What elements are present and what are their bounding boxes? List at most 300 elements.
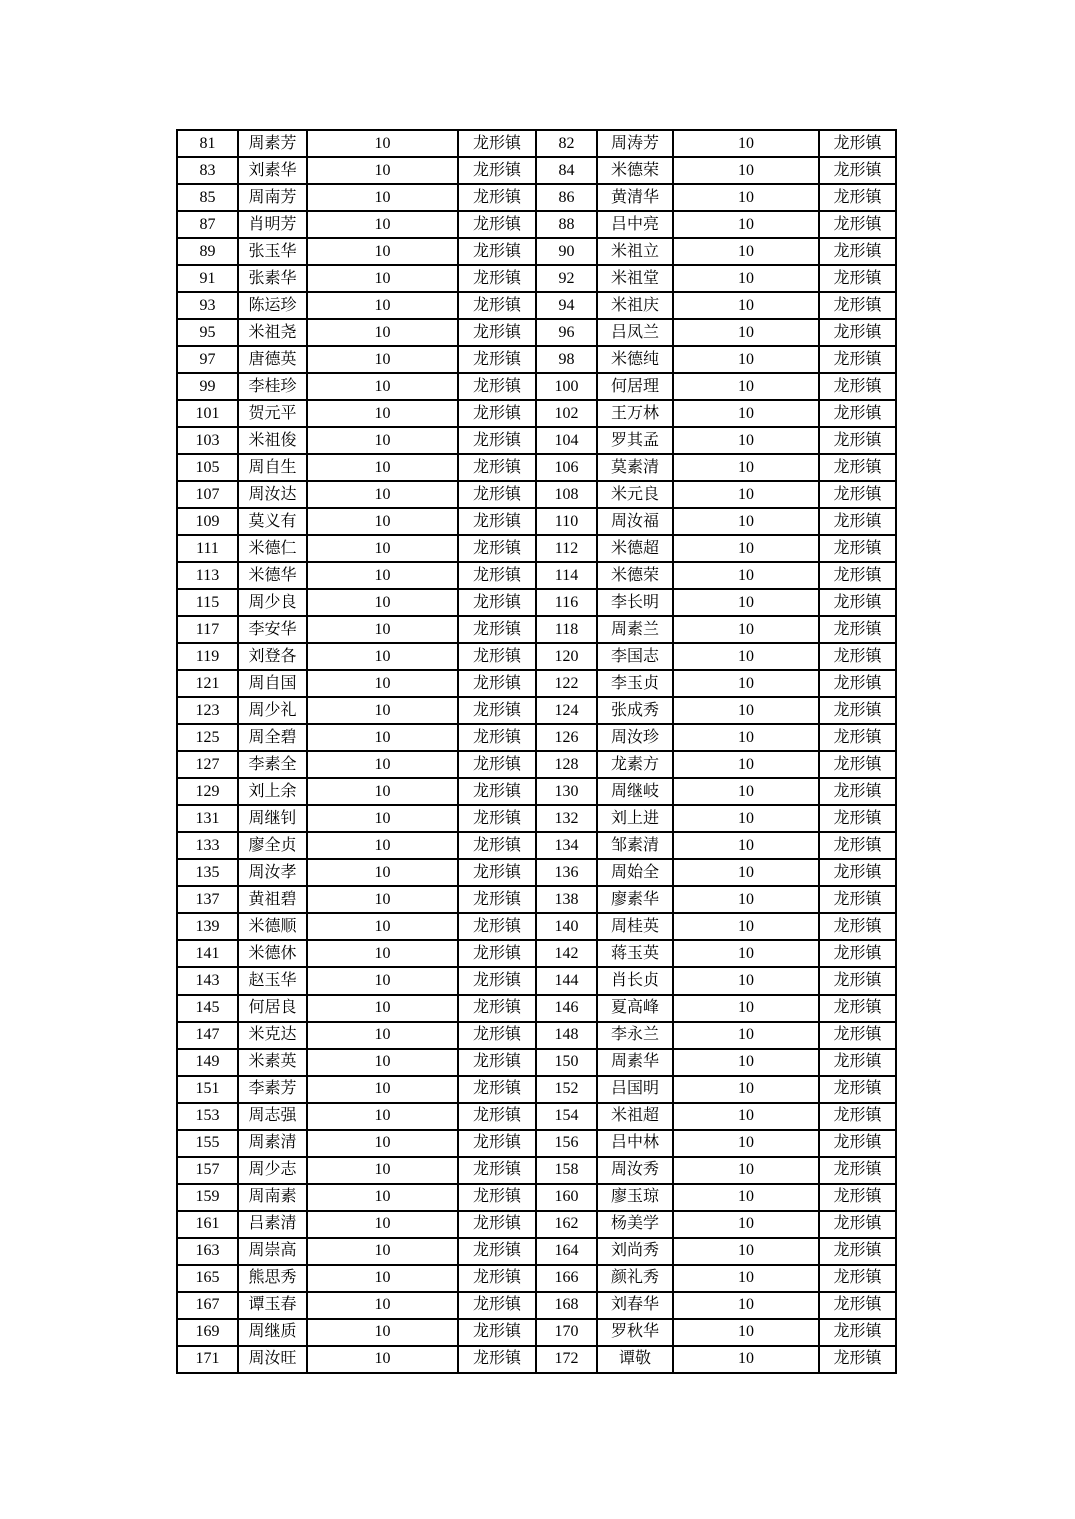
name-cell: 周继岐 xyxy=(597,778,673,805)
town-cell: 龙形镇 xyxy=(458,238,536,265)
table-row xyxy=(177,319,896,346)
table-row xyxy=(177,832,896,859)
name-cell: 刘素华 xyxy=(238,157,307,184)
count-cell: 10 xyxy=(307,1184,458,1211)
name-cell: 贺元平 xyxy=(238,400,307,427)
name-cell: 黄祖碧 xyxy=(238,886,307,913)
index-cell: 163 xyxy=(177,1238,238,1265)
index-cell: 158 xyxy=(536,1157,597,1184)
count-cell: 10 xyxy=(307,995,458,1022)
name-cell: 张玉华 xyxy=(238,238,307,265)
town-cell: 龙形镇 xyxy=(819,1157,896,1184)
index-cell: 124 xyxy=(536,697,597,724)
name-cell: 李安华 xyxy=(238,616,307,643)
count-cell: 10 xyxy=(673,238,819,265)
index-cell: 138 xyxy=(536,886,597,913)
name-cell: 周汝旺 xyxy=(238,1346,307,1373)
town-cell: 龙形镇 xyxy=(458,643,536,670)
town-cell: 龙形镇 xyxy=(819,1103,896,1130)
town-cell: 龙形镇 xyxy=(458,427,536,454)
count-cell: 10 xyxy=(673,184,819,211)
town-cell: 龙形镇 xyxy=(458,751,536,778)
index-cell: 83 xyxy=(177,157,238,184)
town-cell: 龙形镇 xyxy=(819,1319,896,1346)
town-cell: 龙形镇 xyxy=(458,1265,536,1292)
name-cell: 莫素清 xyxy=(597,454,673,481)
name-cell: 吕中林 xyxy=(597,1130,673,1157)
town-cell: 龙形镇 xyxy=(458,508,536,535)
count-cell: 10 xyxy=(673,1022,819,1049)
name-cell: 谭敬 xyxy=(597,1346,673,1373)
index-cell: 142 xyxy=(536,940,597,967)
town-cell: 龙形镇 xyxy=(819,751,896,778)
town-cell: 龙形镇 xyxy=(458,778,536,805)
count-cell: 10 xyxy=(673,616,819,643)
index-cell: 170 xyxy=(536,1319,597,1346)
index-cell: 130 xyxy=(536,778,597,805)
index-cell: 144 xyxy=(536,967,597,994)
index-cell: 127 xyxy=(177,751,238,778)
name-cell: 邹素清 xyxy=(597,832,673,859)
index-cell: 117 xyxy=(177,616,238,643)
name-cell: 廖全贞 xyxy=(238,832,307,859)
table-row xyxy=(177,157,896,184)
town-cell: 龙形镇 xyxy=(819,346,896,373)
town-cell: 龙形镇 xyxy=(819,319,896,346)
index-cell: 146 xyxy=(536,995,597,1022)
index-cell: 94 xyxy=(536,292,597,319)
count-cell: 10 xyxy=(307,616,458,643)
count-cell: 10 xyxy=(307,265,458,292)
name-cell: 黄清华 xyxy=(597,184,673,211)
name-cell: 吕中亮 xyxy=(597,211,673,238)
count-cell: 10 xyxy=(673,886,819,913)
table-row xyxy=(177,1076,896,1103)
town-cell: 龙形镇 xyxy=(819,1346,896,1373)
index-cell: 88 xyxy=(536,211,597,238)
table-row xyxy=(177,535,896,562)
count-cell: 10 xyxy=(673,1184,819,1211)
count-cell: 10 xyxy=(673,1130,819,1157)
index-cell: 172 xyxy=(536,1346,597,1373)
table-row xyxy=(177,346,896,373)
name-cell: 夏高峰 xyxy=(597,995,673,1022)
town-cell: 龙形镇 xyxy=(819,1184,896,1211)
count-cell: 10 xyxy=(307,346,458,373)
name-cell: 颜礼秀 xyxy=(597,1265,673,1292)
town-cell: 龙形镇 xyxy=(458,886,536,913)
town-cell: 龙形镇 xyxy=(819,1238,896,1265)
index-cell: 113 xyxy=(177,562,238,589)
count-cell: 10 xyxy=(673,292,819,319)
name-cell: 陈运珍 xyxy=(238,292,307,319)
count-cell: 10 xyxy=(307,1265,458,1292)
table-row xyxy=(177,886,896,913)
name-cell: 米祖俊 xyxy=(238,427,307,454)
index-cell: 109 xyxy=(177,508,238,535)
town-cell: 龙形镇 xyxy=(819,940,896,967)
name-cell: 周汝珍 xyxy=(597,724,673,751)
count-cell: 10 xyxy=(673,832,819,859)
index-cell: 152 xyxy=(536,1076,597,1103)
name-cell: 米祖堂 xyxy=(597,265,673,292)
name-cell: 龙素方 xyxy=(597,751,673,778)
name-cell: 熊思秀 xyxy=(238,1265,307,1292)
count-cell: 10 xyxy=(673,751,819,778)
index-cell: 121 xyxy=(177,670,238,697)
count-cell: 10 xyxy=(673,400,819,427)
index-cell: 134 xyxy=(536,832,597,859)
table-row xyxy=(177,805,896,832)
index-cell: 143 xyxy=(177,967,238,994)
index-cell: 81 xyxy=(177,130,238,157)
town-cell: 龙形镇 xyxy=(819,1211,896,1238)
town-cell: 龙形镇 xyxy=(458,859,536,886)
name-cell: 周汝秀 xyxy=(597,1157,673,1184)
index-cell: 136 xyxy=(536,859,597,886)
name-cell: 米德休 xyxy=(238,940,307,967)
index-cell: 165 xyxy=(177,1265,238,1292)
town-cell: 龙形镇 xyxy=(819,589,896,616)
index-cell: 161 xyxy=(177,1211,238,1238)
index-cell: 137 xyxy=(177,886,238,913)
town-cell: 龙形镇 xyxy=(458,967,536,994)
town-cell: 龙形镇 xyxy=(819,184,896,211)
table-row xyxy=(177,1211,896,1238)
count-cell: 10 xyxy=(673,1076,819,1103)
town-cell: 龙形镇 xyxy=(458,265,536,292)
count-cell: 10 xyxy=(307,1211,458,1238)
town-cell: 龙形镇 xyxy=(458,1076,536,1103)
index-cell: 99 xyxy=(177,373,238,400)
name-cell: 唐德英 xyxy=(238,346,307,373)
town-cell: 龙形镇 xyxy=(458,805,536,832)
index-cell: 92 xyxy=(536,265,597,292)
count-cell: 10 xyxy=(307,1319,458,1346)
town-cell: 龙形镇 xyxy=(819,265,896,292)
count-cell: 10 xyxy=(307,562,458,589)
town-cell: 龙形镇 xyxy=(819,670,896,697)
index-cell: 105 xyxy=(177,454,238,481)
index-cell: 128 xyxy=(536,751,597,778)
town-cell: 龙形镇 xyxy=(458,1130,536,1157)
town-cell: 龙形镇 xyxy=(458,157,536,184)
count-cell: 10 xyxy=(673,454,819,481)
name-cell: 周素清 xyxy=(238,1130,307,1157)
count-cell: 10 xyxy=(673,1238,819,1265)
count-cell: 10 xyxy=(307,778,458,805)
town-cell: 龙形镇 xyxy=(458,535,536,562)
town-cell: 龙形镇 xyxy=(819,643,896,670)
index-cell: 147 xyxy=(177,1022,238,1049)
count-cell: 10 xyxy=(673,670,819,697)
count-cell: 10 xyxy=(307,454,458,481)
town-cell: 龙形镇 xyxy=(819,913,896,940)
name-cell: 周少志 xyxy=(238,1157,307,1184)
name-cell: 罗秋华 xyxy=(597,1319,673,1346)
name-cell: 米德荣 xyxy=(597,562,673,589)
count-cell: 10 xyxy=(673,1049,819,1076)
index-cell: 85 xyxy=(177,184,238,211)
town-cell: 龙形镇 xyxy=(458,1184,536,1211)
name-cell: 米德顺 xyxy=(238,913,307,940)
table-row xyxy=(177,1346,896,1373)
index-cell: 118 xyxy=(536,616,597,643)
town-cell: 龙形镇 xyxy=(458,454,536,481)
count-cell: 10 xyxy=(673,346,819,373)
town-cell: 龙形镇 xyxy=(458,130,536,157)
table-row xyxy=(177,616,896,643)
town-cell: 龙形镇 xyxy=(819,1049,896,1076)
index-cell: 86 xyxy=(536,184,597,211)
name-cell: 周少良 xyxy=(238,589,307,616)
index-cell: 140 xyxy=(536,913,597,940)
count-cell: 10 xyxy=(307,535,458,562)
name-cell: 李长明 xyxy=(597,589,673,616)
name-cell: 肖长贞 xyxy=(597,967,673,994)
count-cell: 10 xyxy=(673,859,819,886)
town-cell: 龙形镇 xyxy=(819,157,896,184)
index-cell: 125 xyxy=(177,724,238,751)
town-cell: 龙形镇 xyxy=(458,1319,536,1346)
table-row xyxy=(177,1157,896,1184)
count-cell: 10 xyxy=(673,995,819,1022)
index-cell: 110 xyxy=(536,508,597,535)
table-row xyxy=(177,400,896,427)
name-cell: 吕凤兰 xyxy=(597,319,673,346)
name-cell: 周自国 xyxy=(238,670,307,697)
name-cell: 米祖尧 xyxy=(238,319,307,346)
count-cell: 10 xyxy=(307,832,458,859)
count-cell: 10 xyxy=(673,589,819,616)
town-cell: 龙形镇 xyxy=(819,562,896,589)
index-cell: 157 xyxy=(177,1157,238,1184)
name-cell: 王万林 xyxy=(597,400,673,427)
count-cell: 10 xyxy=(307,859,458,886)
count-cell: 10 xyxy=(307,481,458,508)
town-cell: 龙形镇 xyxy=(458,1346,536,1373)
name-cell: 刘上进 xyxy=(597,805,673,832)
town-cell: 龙形镇 xyxy=(819,427,896,454)
table-row xyxy=(177,130,896,157)
index-cell: 167 xyxy=(177,1292,238,1319)
count-cell: 10 xyxy=(307,184,458,211)
count-cell: 10 xyxy=(307,1103,458,1130)
table-row xyxy=(177,1238,896,1265)
name-cell: 米德仁 xyxy=(238,535,307,562)
name-cell: 周继钊 xyxy=(238,805,307,832)
table-row xyxy=(177,697,896,724)
name-cell: 廖玉琼 xyxy=(597,1184,673,1211)
table-row xyxy=(177,184,896,211)
count-cell: 10 xyxy=(673,967,819,994)
count-cell: 10 xyxy=(307,130,458,157)
count-cell: 10 xyxy=(307,751,458,778)
count-cell: 10 xyxy=(307,1130,458,1157)
name-cell: 刘登各 xyxy=(238,643,307,670)
index-cell: 153 xyxy=(177,1103,238,1130)
count-cell: 10 xyxy=(307,427,458,454)
index-cell: 141 xyxy=(177,940,238,967)
index-cell: 148 xyxy=(536,1022,597,1049)
name-cell: 李国志 xyxy=(597,643,673,670)
table-row xyxy=(177,1103,896,1130)
index-cell: 131 xyxy=(177,805,238,832)
count-cell: 10 xyxy=(307,1292,458,1319)
index-cell: 139 xyxy=(177,913,238,940)
table-row xyxy=(177,913,896,940)
town-cell: 龙形镇 xyxy=(458,292,536,319)
index-cell: 90 xyxy=(536,238,597,265)
index-cell: 160 xyxy=(536,1184,597,1211)
town-cell: 龙形镇 xyxy=(458,589,536,616)
index-cell: 156 xyxy=(536,1130,597,1157)
index-cell: 159 xyxy=(177,1184,238,1211)
count-cell: 10 xyxy=(673,643,819,670)
town-cell: 龙形镇 xyxy=(458,670,536,697)
index-cell: 107 xyxy=(177,481,238,508)
town-cell: 龙形镇 xyxy=(819,724,896,751)
name-cell: 米祖庆 xyxy=(597,292,673,319)
index-cell: 98 xyxy=(536,346,597,373)
table-row xyxy=(177,454,896,481)
name-cell: 李素全 xyxy=(238,751,307,778)
town-cell: 龙形镇 xyxy=(819,886,896,913)
town-cell: 龙形镇 xyxy=(819,805,896,832)
table-row xyxy=(177,373,896,400)
count-cell: 10 xyxy=(307,805,458,832)
town-cell: 龙形镇 xyxy=(458,940,536,967)
table-row xyxy=(177,1049,896,1076)
name-cell: 米德华 xyxy=(238,562,307,589)
name-cell: 米祖超 xyxy=(597,1103,673,1130)
name-cell: 刘上余 xyxy=(238,778,307,805)
index-cell: 166 xyxy=(536,1265,597,1292)
town-cell: 龙形镇 xyxy=(458,1238,536,1265)
index-cell: 82 xyxy=(536,130,597,157)
count-cell: 10 xyxy=(673,535,819,562)
name-cell: 廖素华 xyxy=(597,886,673,913)
name-cell: 刘尚秀 xyxy=(597,1238,673,1265)
index-cell: 162 xyxy=(536,1211,597,1238)
table-row xyxy=(177,724,896,751)
table-row xyxy=(177,940,896,967)
table-row xyxy=(177,1184,896,1211)
name-cell: 吕素清 xyxy=(238,1211,307,1238)
count-cell: 10 xyxy=(673,130,819,157)
town-cell: 龙形镇 xyxy=(819,832,896,859)
town-cell: 龙形镇 xyxy=(819,778,896,805)
town-cell: 龙形镇 xyxy=(819,1265,896,1292)
name-cell: 周素华 xyxy=(597,1049,673,1076)
table-row xyxy=(177,238,896,265)
count-cell: 10 xyxy=(673,913,819,940)
count-cell: 10 xyxy=(673,805,819,832)
table-row xyxy=(177,995,896,1022)
name-cell: 周自生 xyxy=(238,454,307,481)
count-cell: 10 xyxy=(307,319,458,346)
count-cell: 10 xyxy=(307,238,458,265)
town-cell: 龙形镇 xyxy=(458,211,536,238)
name-cell: 周志强 xyxy=(238,1103,307,1130)
town-cell: 龙形镇 xyxy=(458,616,536,643)
name-cell: 周桂英 xyxy=(597,913,673,940)
town-cell: 龙形镇 xyxy=(819,616,896,643)
town-cell: 龙形镇 xyxy=(819,697,896,724)
table-row xyxy=(177,1265,896,1292)
town-cell: 龙形镇 xyxy=(458,481,536,508)
count-cell: 10 xyxy=(673,427,819,454)
index-cell: 123 xyxy=(177,697,238,724)
table-row xyxy=(177,427,896,454)
name-cell: 周素兰 xyxy=(597,616,673,643)
index-cell: 168 xyxy=(536,1292,597,1319)
count-cell: 10 xyxy=(673,508,819,535)
roster-table xyxy=(176,129,897,1374)
index-cell: 155 xyxy=(177,1130,238,1157)
count-cell: 10 xyxy=(307,1076,458,1103)
name-cell: 何居理 xyxy=(597,373,673,400)
count-cell: 10 xyxy=(673,1292,819,1319)
index-cell: 111 xyxy=(177,535,238,562)
table-row xyxy=(177,211,896,238)
index-cell: 89 xyxy=(177,238,238,265)
name-cell: 张素华 xyxy=(238,265,307,292)
name-cell: 谭玉春 xyxy=(238,1292,307,1319)
name-cell: 周南素 xyxy=(238,1184,307,1211)
town-cell: 龙形镇 xyxy=(458,832,536,859)
name-cell: 米德纯 xyxy=(597,346,673,373)
count-cell: 10 xyxy=(673,481,819,508)
count-cell: 10 xyxy=(307,508,458,535)
count-cell: 10 xyxy=(307,589,458,616)
name-cell: 周始全 xyxy=(597,859,673,886)
table-row xyxy=(177,967,896,994)
index-cell: 129 xyxy=(177,778,238,805)
town-cell: 龙形镇 xyxy=(458,562,536,589)
index-cell: 116 xyxy=(536,589,597,616)
index-cell: 97 xyxy=(177,346,238,373)
index-cell: 108 xyxy=(536,481,597,508)
index-cell: 145 xyxy=(177,995,238,1022)
town-cell: 龙形镇 xyxy=(819,481,896,508)
index-cell: 133 xyxy=(177,832,238,859)
index-cell: 91 xyxy=(177,265,238,292)
town-cell: 龙形镇 xyxy=(458,1103,536,1130)
count-cell: 10 xyxy=(307,670,458,697)
index-cell: 135 xyxy=(177,859,238,886)
name-cell: 莫义有 xyxy=(238,508,307,535)
index-cell: 114 xyxy=(536,562,597,589)
town-cell: 龙形镇 xyxy=(819,859,896,886)
count-cell: 10 xyxy=(307,1022,458,1049)
index-cell: 120 xyxy=(536,643,597,670)
town-cell: 龙形镇 xyxy=(458,1292,536,1319)
town-cell: 龙形镇 xyxy=(458,184,536,211)
name-cell: 李玉贞 xyxy=(597,670,673,697)
town-cell: 龙形镇 xyxy=(819,995,896,1022)
table-row xyxy=(177,265,896,292)
name-cell: 周继质 xyxy=(238,1319,307,1346)
index-cell: 115 xyxy=(177,589,238,616)
count-cell: 10 xyxy=(307,157,458,184)
index-cell: 149 xyxy=(177,1049,238,1076)
count-cell: 10 xyxy=(673,211,819,238)
town-cell: 龙形镇 xyxy=(458,373,536,400)
count-cell: 10 xyxy=(673,697,819,724)
name-cell: 周汝孝 xyxy=(238,859,307,886)
name-cell: 米素英 xyxy=(238,1049,307,1076)
